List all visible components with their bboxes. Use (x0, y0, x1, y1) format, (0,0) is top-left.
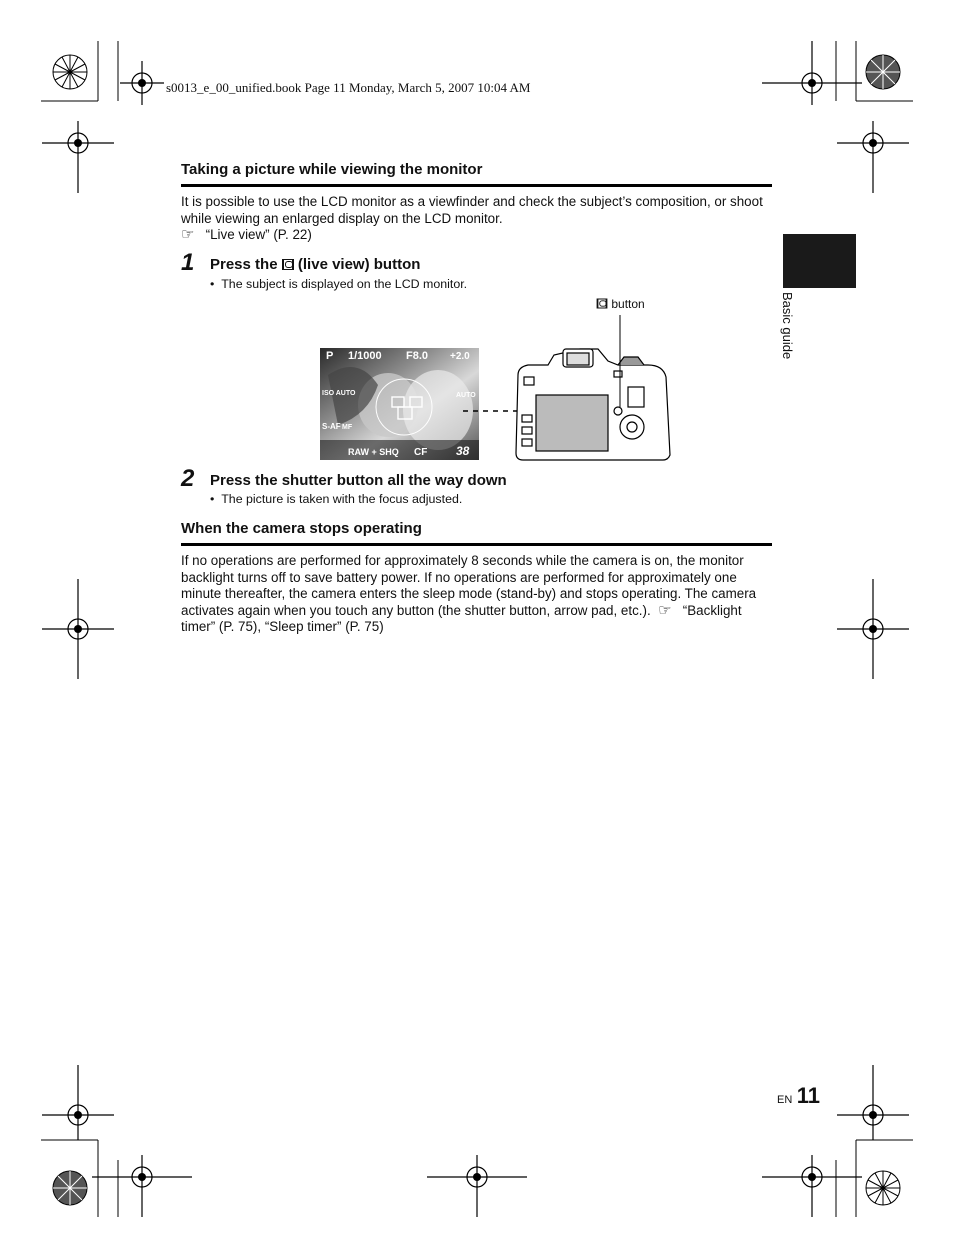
section-rule (181, 543, 772, 546)
step-number: 1 (181, 249, 195, 276)
step-text-before: Press the (210, 256, 278, 273)
step-2 (181, 465, 194, 493)
step-number: 2 (181, 465, 195, 492)
pointing-hand-icon: ☞ (658, 601, 672, 619)
lcd-aperture: F8.0 (406, 350, 429, 362)
sidebar-tab (783, 234, 856, 288)
step-1 (181, 249, 194, 277)
page-number (777, 1083, 820, 1109)
lcd-af-mode: S-AF (322, 422, 341, 431)
section-title-live-view: Taking a picture while viewing the monitor (181, 161, 483, 178)
lcd-shutter: 1/1000 (348, 350, 382, 362)
live-view-button-marker (614, 407, 622, 415)
lcd-exposure-comp: +2.0 (450, 351, 470, 362)
section-paragraph (181, 553, 775, 636)
reference-text: “Live view” (P. 22) (205, 227, 312, 243)
paragraph-text: If no operations are performed for approximately 8 seconds while the camera is on, the monitor backlight turns off to save battery power. If no operations are performed for approximately one minute thereafter, the camera enters the sleep mode (stand-by) and stops operating. The camera activates again when you touch any button (the shutter button, arrow pad, etc.). (181, 553, 757, 618)
page-lang: EN (777, 1094, 793, 1106)
lcd-mf: MF (342, 424, 353, 431)
camera-lcd (536, 395, 608, 451)
lcd-iso: ISO AUTO (322, 390, 356, 397)
live-view-icon (282, 259, 294, 270)
paragraph-text: It is possible to use the LCD monitor as a viewfinder and check the subject’s composition, or shoot while viewing an enlarged display on the LCD monitor. (181, 194, 763, 226)
page-digit: 11 (796, 1083, 820, 1108)
sidebar-label: Basic guide (780, 292, 795, 360)
section-rule (181, 184, 772, 187)
step-2-text: Press the shutter button all the way down (210, 472, 507, 489)
lcd-mode: P (326, 350, 334, 362)
step-text-after: (live view) button (297, 256, 421, 273)
book-header: s0013_e_00_unified.book Page 11 Monday, March 5, 2007 10:04 AM (166, 80, 531, 95)
reference-line (181, 227, 312, 244)
section-title-camera-stops: When the camera stops operating (181, 520, 422, 537)
section-paragraph (181, 194, 775, 244)
lcd-wb: AUTO (456, 392, 476, 399)
step-2-bullet: • The picture is taken with the focus adjusted. (210, 492, 463, 506)
callout-live-view-button (596, 297, 645, 311)
step-1-text (210, 256, 420, 273)
camera-illustration (516, 349, 670, 460)
lcd-remaining: 38 (456, 444, 470, 458)
live-view-icon (597, 299, 608, 309)
reference-text: “Backlight timer” (P. 75), “Sleep timer” (P. 75) (181, 602, 742, 635)
lcd-card: CF (414, 447, 428, 458)
lcd-quality: RAW + SHQ (348, 447, 399, 457)
pointing-hand-icon: ☞ (181, 226, 195, 244)
live-view-figure (318, 315, 678, 465)
step-1-bullet: • The subject is displayed on the LCD monitor. (210, 277, 468, 291)
callout-label: button (611, 297, 645, 311)
